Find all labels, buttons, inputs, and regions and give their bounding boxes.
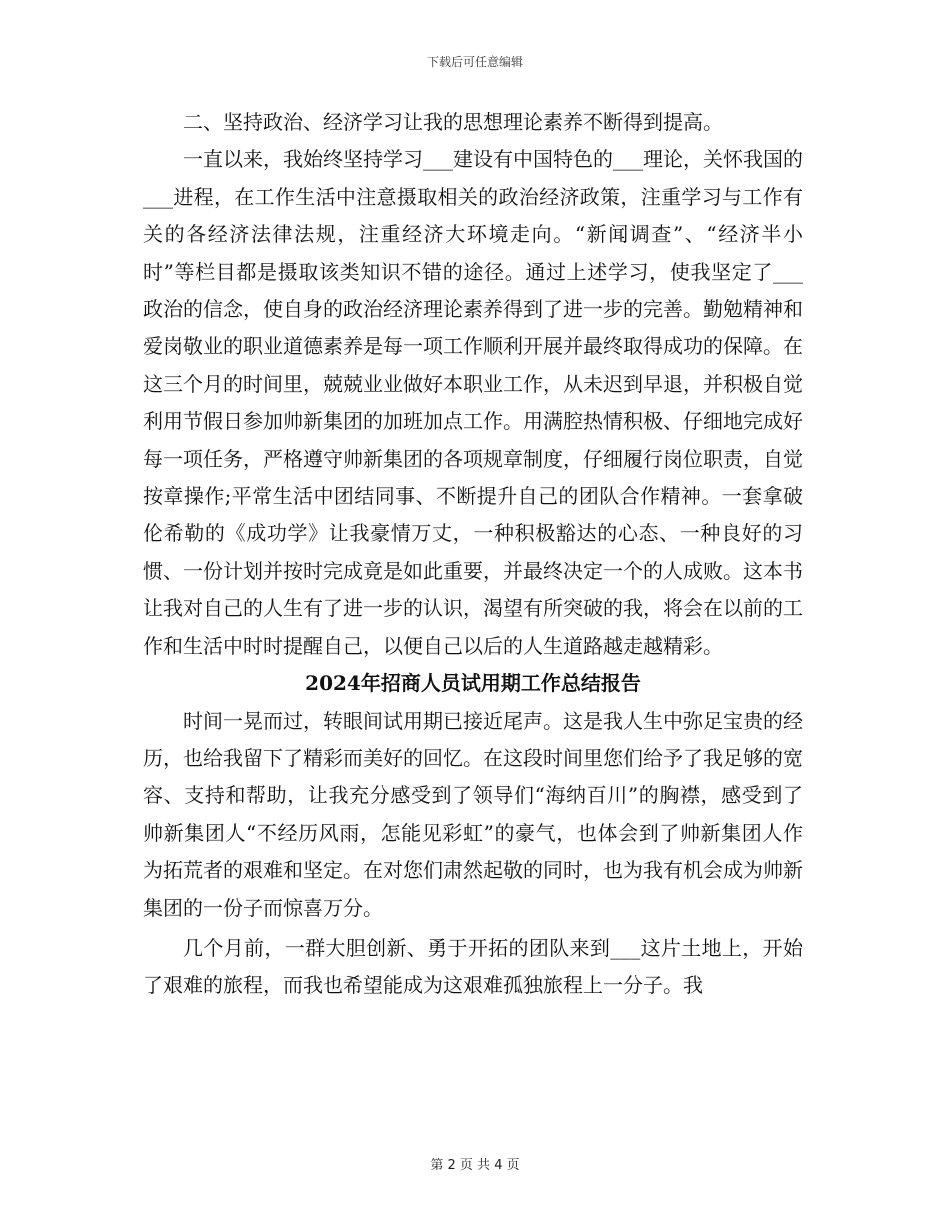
paragraph-3: 几个月前，一群大胆创新、勇于开拓的团队来到___这片土地上，开始了艰难的旅程，而我也希望能成为这艰难孤独旅程上一分子。我: [143, 935, 803, 998]
section-heading: 二、坚持政治、经济学习让我的思想理论素养不断得到提高。: [183, 110, 723, 134]
document-title: 2024年招商人员试用期工作总结报告: [305, 671, 641, 696]
document-body: [143, 104, 803, 1005]
paragraph-2: 时间一晃而过，转眼间试用期已接近尾声。这是我人生中弥足宝贵的经历，也给我留下了精彩而美好的回忆。在这段时间里您们给予了我足够的宽容、支持和帮助，让我充分感受到了领导们“海纳百川”的胸襟，感受到了帅新集团人“不经历风雨，怎能见彩虹”的豪气，也体会到了帅新集团人作为拓荒者的艰难和坚定。在对您们肃然起敬的同时，也为我有机会成为帅新集团的一份子而惊喜万分。: [143, 708, 803, 920]
paragraph-1: 一直以来，我始终坚持学习___建设有中国特色的___理论，关怀我国的___进程，在工作生活中注意摄取相关的政治经济政策，注重学习与工作有关的各经济法律法规，注重经济大环境走向。“新闻调查”、“经济半小时”等栏目都是摄取该类知识不错的途径。通过上述学习，使我坚定了___政治的信念，使自身的政治经济理论素养得到了进一步的完善。勤勉精神和爱岗敬业的职业道德素养是每一项工作顺利开展并最终取得成功的保障。在这三个月的时间里，兢兢业业做好本职业工作，从未迟到早退，并积极自觉利用节假日参加帅新集团的加班加点工作。用满腔热情积极、仔细地完成好每一项任务，严格遵守帅新集团的各项规章制度，仔细履行岗位职责，自觉按章操作;平常生活中团结同事、不断提升自己的团队合作精神。一套拿破伦希勒的《成功学》让我豪情万丈，一种积极豁达的心态、一种良好的习惯、一份计划并按时完成竟是如此重要，并最终决定一个的人成败。这本书让我对自己的人生有了进一步的认识，渴望有所突破的我，将会在以前的工作和生活中时时提醒自己，以便自己以后的人生道路越走越精彩。: [143, 147, 803, 658]
page-indicator: 第 2 页 共 4 页: [430, 1158, 520, 1173]
header-note: 下载后可任意编辑: [426, 55, 523, 69]
